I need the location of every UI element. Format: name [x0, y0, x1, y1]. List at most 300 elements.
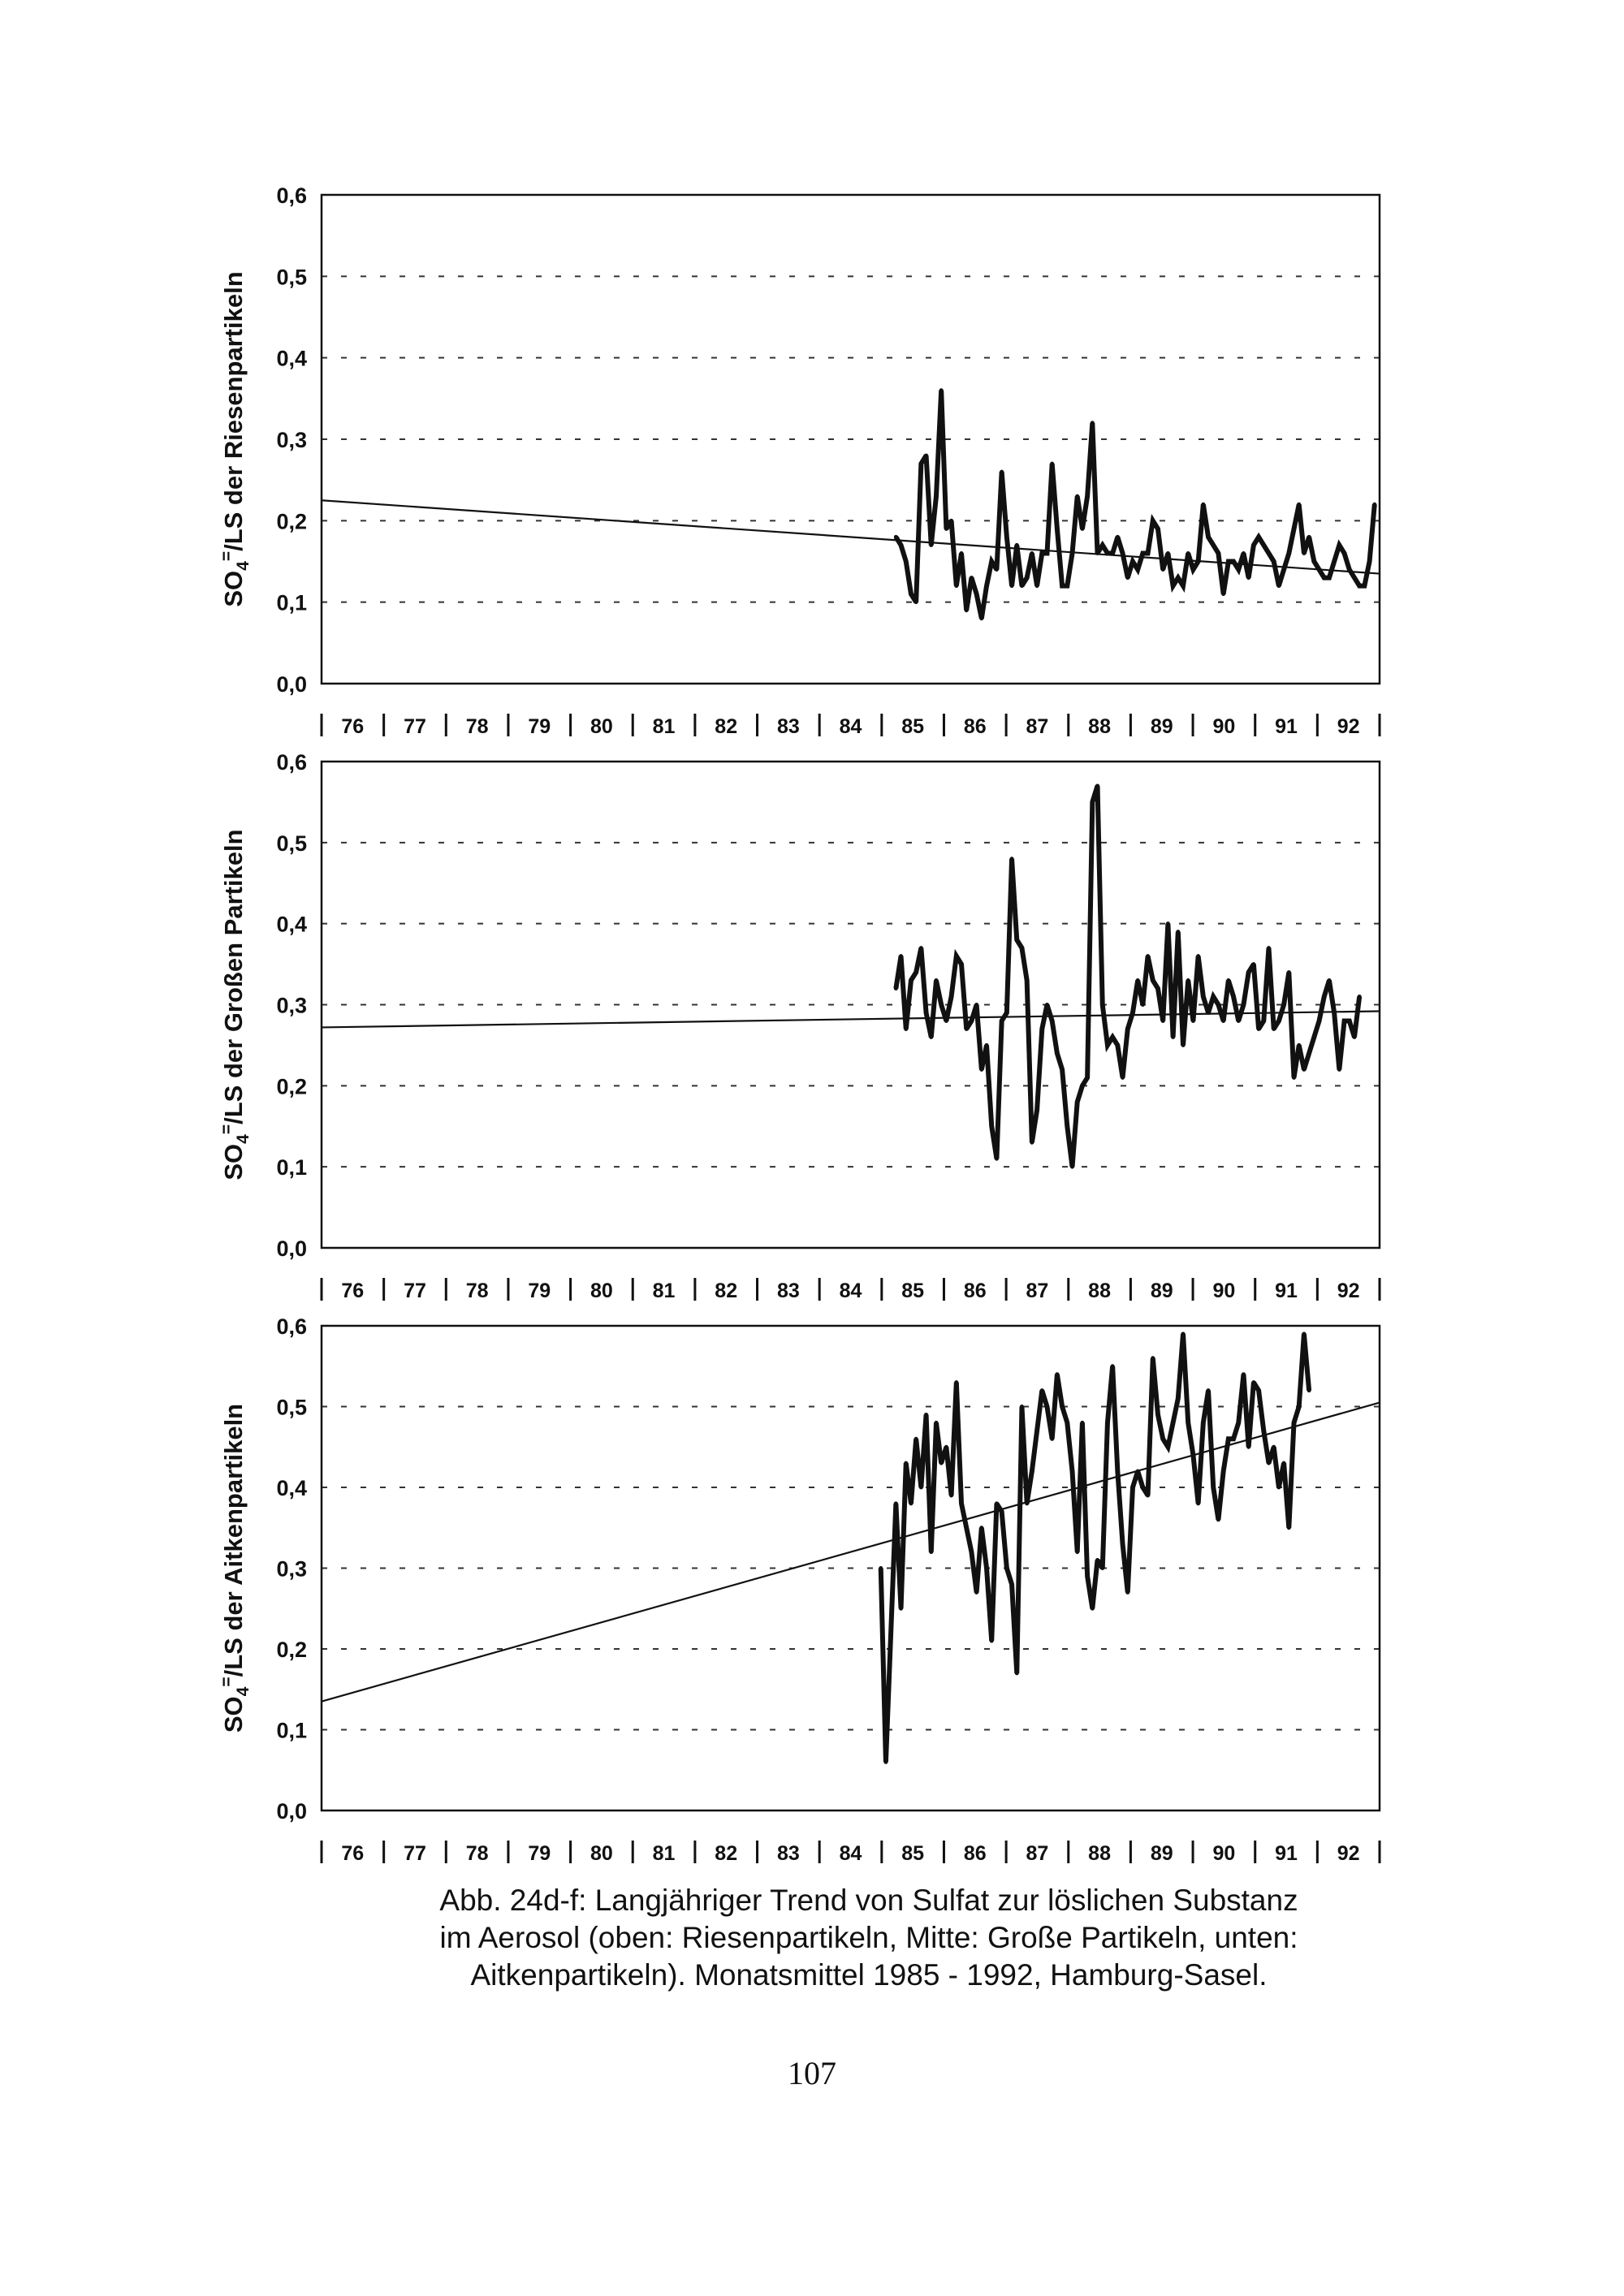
trend-line	[322, 1403, 1380, 1702]
y-axis-label: $SO_4^=/LS$ der Riesenpartikeln	[218, 271, 253, 607]
data-point	[1342, 1019, 1346, 1023]
y-tick-label: 0,6	[276, 750, 307, 775]
data-point	[1025, 1501, 1029, 1505]
y-tick-label: 0,0	[276, 672, 307, 697]
data-point	[934, 1421, 938, 1425]
x-tick-label: 87	[1026, 1280, 1049, 1302]
data-point	[1302, 551, 1306, 555]
x-tick-label: 90	[1212, 715, 1236, 738]
y-axis-label: $SO_4^=/LS$ der Großen Partikeln	[218, 829, 253, 1180]
data-point	[1276, 1486, 1281, 1490]
data-point	[1347, 568, 1351, 572]
data-point	[1246, 970, 1250, 974]
data-point	[1221, 592, 1225, 596]
x-tick-label: 90	[1212, 1280, 1236, 1302]
data-point	[1251, 543, 1255, 547]
data-point	[883, 1760, 888, 1764]
data-point	[1070, 551, 1074, 555]
data-point	[1307, 535, 1311, 539]
data-point	[1146, 954, 1150, 958]
y-tick-label: 0,3	[276, 993, 307, 1018]
data-point	[1045, 1003, 1049, 1007]
data-point	[1191, 568, 1195, 572]
data-point	[1282, 1461, 1286, 1465]
x-tick-label: 89	[1150, 1280, 1173, 1302]
data-point	[919, 1486, 923, 1490]
chart-panel-2	[218, 750, 1380, 1302]
data-point	[1246, 1445, 1250, 1449]
data-point	[1352, 1035, 1356, 1039]
x-tick-label: 88	[1088, 1842, 1111, 1865]
data-point	[1312, 559, 1316, 563]
data-point	[1100, 1003, 1104, 1007]
data-point	[1272, 559, 1276, 563]
data-point	[1091, 421, 1095, 425]
figure-caption	[309, 1882, 1429, 1994]
data-point	[1242, 1372, 1246, 1376]
data-point	[1262, 543, 1266, 547]
data-point	[914, 1437, 918, 1441]
data-point	[1358, 584, 1362, 588]
y-tick-label: 0,4	[276, 912, 307, 937]
data-point	[1035, 1108, 1039, 1112]
data-point	[1151, 1356, 1155, 1360]
x-tick-label: 82	[715, 715, 738, 738]
x-tick-label: 82	[715, 1280, 738, 1302]
data-point	[929, 543, 933, 547]
data-point	[1307, 1051, 1311, 1055]
data-point	[1226, 978, 1230, 982]
data-point	[1010, 857, 1014, 861]
x-tick-label: 87	[1026, 715, 1049, 738]
data-point	[909, 592, 913, 596]
data-point	[979, 1526, 983, 1530]
data-point	[1040, 1027, 1044, 1031]
data-point	[1232, 995, 1236, 999]
x-tick-label: 81	[652, 1842, 676, 1865]
data-point	[1216, 551, 1220, 555]
data-point	[1166, 921, 1170, 926]
data-point	[899, 954, 903, 958]
data-point	[1055, 1372, 1059, 1376]
data-point	[949, 1493, 953, 1497]
data-point	[1155, 986, 1160, 990]
data-point	[1030, 551, 1034, 555]
data-point	[1337, 543, 1341, 547]
data-point	[1116, 535, 1120, 539]
data-point	[1267, 946, 1271, 950]
data-point	[1191, 1019, 1195, 1023]
data-point	[1242, 1003, 1246, 1007]
data-point	[1312, 1035, 1316, 1039]
data-point	[1166, 551, 1170, 555]
data-point	[1105, 551, 1109, 555]
data-point	[1207, 1011, 1211, 1015]
data-point	[1111, 1364, 1115, 1368]
data-point	[1302, 1331, 1306, 1336]
y-tick-label: 0,6	[276, 183, 307, 208]
data-point	[1146, 551, 1150, 555]
data-point	[1136, 1470, 1140, 1474]
data-point	[990, 559, 994, 563]
y-tick-label: 0,4	[276, 346, 307, 371]
data-point	[1171, 1421, 1175, 1425]
data-point	[899, 1607, 903, 1611]
data-point	[894, 535, 898, 539]
data-point	[1091, 1607, 1095, 1611]
data-point	[894, 986, 898, 990]
data-point	[1186, 978, 1190, 982]
data-point	[1100, 1566, 1104, 1570]
data-point	[1020, 584, 1024, 588]
data-point	[974, 592, 978, 596]
y-tick-label: 0,6	[276, 1314, 307, 1339]
data-point	[1136, 978, 1140, 982]
data-point	[1327, 576, 1331, 580]
data-point	[1372, 503, 1376, 507]
data-point	[1201, 503, 1205, 507]
data-point	[1186, 1421, 1190, 1425]
x-tick-label: 78	[465, 1280, 489, 1302]
data-point	[960, 1501, 964, 1505]
x-tick-label: 81	[652, 715, 676, 738]
data-point	[970, 576, 974, 580]
x-tick-label: 88	[1088, 1280, 1111, 1302]
data-point	[1196, 559, 1200, 563]
x-tick-label: 91	[1275, 715, 1298, 738]
data-point	[1251, 962, 1255, 966]
data-point	[1060, 1405, 1065, 1409]
x-tick-label: 82	[715, 1842, 738, 1865]
data-point	[1105, 1043, 1109, 1047]
data-point	[1232, 1437, 1236, 1441]
chart-panel-3	[218, 1314, 1380, 1865]
x-tick-label: 90	[1212, 1842, 1236, 1865]
data-point	[1141, 1003, 1145, 1007]
data-point	[1317, 1019, 1321, 1023]
data-point	[1181, 1331, 1186, 1336]
data-point	[1091, 800, 1095, 804]
y-tick-label: 0,1	[276, 590, 307, 615]
data-point	[1045, 551, 1049, 555]
data-point	[1070, 1470, 1074, 1474]
data-point	[995, 1157, 999, 1161]
data-point	[1292, 527, 1296, 531]
data-point	[1201, 1421, 1205, 1425]
data-point	[1221, 1470, 1225, 1474]
data-point	[924, 1011, 928, 1015]
data-point	[1166, 1445, 1170, 1449]
data-point	[985, 584, 989, 588]
data-point	[1262, 1429, 1266, 1433]
data-point	[1130, 559, 1134, 563]
data-point	[1155, 527, 1160, 531]
data-point	[1116, 1043, 1120, 1047]
data-point	[1030, 1470, 1034, 1474]
data-point	[1302, 1068, 1306, 1072]
data-point	[1307, 1388, 1311, 1392]
data-point	[1100, 543, 1104, 547]
data-point	[1055, 527, 1059, 531]
data-point	[974, 1590, 978, 1595]
data-point	[1171, 1035, 1175, 1039]
y-axis-label: $SO_4^=/LS$ der Aitkenpartikeln	[218, 1403, 253, 1733]
data-point	[1125, 576, 1129, 580]
data-point	[944, 1019, 948, 1023]
data-point	[1276, 1019, 1281, 1023]
x-tick-label: 80	[590, 1280, 613, 1302]
series-line	[881, 1334, 1309, 1762]
data-point	[970, 1019, 974, 1023]
data-point	[1121, 1076, 1125, 1080]
data-point	[929, 1550, 933, 1554]
data-point	[1040, 551, 1044, 555]
data-point	[974, 1003, 978, 1007]
data-point	[1332, 1011, 1337, 1015]
data-point	[1352, 576, 1356, 580]
data-point	[1276, 584, 1281, 588]
data-point	[954, 954, 958, 958]
data-point	[1155, 1413, 1160, 1417]
data-point	[1322, 576, 1326, 580]
data-point	[1095, 783, 1099, 788]
data-point	[1342, 551, 1346, 555]
data-point	[1065, 584, 1069, 588]
x-tick-label: 84	[839, 715, 862, 738]
data-point	[1207, 1388, 1211, 1392]
data-point	[1111, 551, 1115, 555]
data-point	[1141, 1486, 1145, 1490]
data-point	[1050, 1019, 1054, 1023]
data-point	[979, 616, 983, 620]
data-point	[1146, 1493, 1150, 1497]
data-point	[944, 527, 948, 531]
data-point	[879, 1566, 883, 1570]
data-point	[1065, 1421, 1069, 1425]
x-tick-label: 77	[404, 1842, 426, 1865]
data-point	[1226, 1437, 1230, 1441]
x-tick-label: 79	[528, 1842, 551, 1865]
data-point	[960, 551, 964, 555]
data-point	[970, 1550, 974, 1554]
data-point	[1004, 1566, 1009, 1570]
data-point	[1000, 470, 1004, 474]
data-point	[1332, 559, 1337, 563]
data-point	[1010, 584, 1014, 588]
data-point	[1004, 535, 1009, 539]
data-point	[1060, 1068, 1065, 1072]
data-point	[1196, 1501, 1200, 1505]
y-tick-label: 0,0	[276, 1236, 307, 1261]
data-point	[904, 1461, 908, 1465]
data-point	[899, 543, 903, 547]
y-tick-label: 0,2	[276, 1074, 307, 1099]
data-point	[1080, 1084, 1084, 1088]
data-point	[919, 946, 923, 950]
x-tick-label: 85	[901, 1842, 925, 1865]
caption-line-1: Abb. 24d-f: Langjähriger Trend von Sulfat zur löslichen Substanz	[439, 1884, 1298, 1917]
data-point	[934, 978, 938, 982]
data-point	[929, 1035, 933, 1039]
caption-line-3: Aitkenpartikeln). Monatsmittel 1985 - 1992, Hamburg-Sasel.	[470, 1958, 1268, 1992]
data-point	[1292, 1076, 1296, 1080]
data-point	[979, 1068, 983, 1072]
data-point	[1121, 551, 1125, 555]
data-point	[1065, 1124, 1069, 1129]
data-point	[1297, 1043, 1301, 1047]
data-point	[909, 1501, 913, 1505]
data-point	[1161, 1437, 1165, 1441]
data-point	[1297, 503, 1301, 507]
data-point	[914, 600, 918, 604]
data-point	[1237, 1421, 1241, 1425]
data-point	[1035, 1429, 1039, 1433]
data-point	[1216, 1517, 1220, 1521]
data-point	[1358, 995, 1362, 999]
y-tick-label: 0,1	[276, 1155, 307, 1180]
data-point	[1176, 1396, 1180, 1400]
data-point	[1000, 1019, 1004, 1023]
data-point	[1080, 527, 1084, 531]
data-point	[934, 494, 938, 498]
data-point	[1020, 946, 1024, 950]
x-tick-label: 83	[776, 715, 800, 738]
data-point	[1136, 568, 1140, 572]
page-number: 107	[788, 2055, 836, 2091]
x-tick-label: 92	[1337, 1280, 1360, 1302]
x-tick-label: 92	[1337, 1842, 1360, 1865]
data-point	[1251, 1380, 1255, 1384]
x-tick-label: 85	[901, 1280, 925, 1302]
x-tick-label: 92	[1337, 715, 1360, 738]
x-axis-ticks	[322, 1841, 1380, 1865]
data-point	[1171, 584, 1175, 588]
data-point	[1125, 1027, 1129, 1031]
data-point	[1161, 1019, 1165, 1023]
data-point	[1125, 1590, 1129, 1595]
x-tick-label: 83	[776, 1842, 800, 1865]
data-point	[1207, 535, 1211, 539]
y-tick-label: 0,5	[276, 1395, 307, 1420]
data-point	[1141, 551, 1145, 555]
chart-panel-1	[218, 183, 1380, 738]
data-point	[1040, 1388, 1044, 1392]
data-point	[1075, 1550, 1079, 1554]
data-point	[995, 1501, 999, 1505]
data-point	[1086, 1076, 1090, 1080]
data-point	[1186, 551, 1190, 555]
data-point	[1282, 568, 1286, 572]
data-point	[1297, 1405, 1301, 1409]
data-point	[1121, 1542, 1125, 1546]
data-point	[1262, 1019, 1266, 1023]
data-point	[1025, 576, 1029, 580]
data-point	[1161, 568, 1165, 572]
data-point	[919, 462, 923, 466]
x-tick-label: 86	[963, 715, 987, 738]
data-point	[1257, 535, 1261, 539]
data-point	[1000, 1509, 1004, 1513]
data-point	[985, 1566, 989, 1570]
data-point	[1025, 978, 1029, 982]
x-tick-label: 91	[1275, 1842, 1298, 1865]
data-point	[1367, 559, 1371, 563]
x-tick-label: 79	[528, 715, 551, 738]
data-point	[1212, 995, 1216, 999]
data-point	[1080, 1421, 1084, 1425]
x-tick-label: 78	[465, 715, 489, 738]
y-tick-label: 0,2	[276, 1638, 307, 1662]
x-tick-label: 79	[528, 1280, 551, 1302]
data-point	[1287, 970, 1291, 974]
data-point	[1322, 995, 1326, 999]
data-point	[1212, 1486, 1216, 1490]
data-point	[1105, 1421, 1109, 1425]
data-point	[1055, 1051, 1059, 1055]
x-tick-label: 85	[901, 715, 925, 738]
x-tick-label: 88	[1088, 715, 1111, 738]
x-tick-label: 84	[839, 1280, 862, 1302]
data-point	[1130, 1486, 1134, 1490]
y-tick-label: 0,0	[276, 1799, 307, 1823]
data-point	[965, 1027, 969, 1031]
y-tick-label: 0,3	[276, 428, 307, 452]
y-tick-label: 0,4	[276, 1476, 307, 1500]
x-tick-label: 89	[1150, 715, 1173, 738]
y-tick-label: 0,2	[276, 509, 307, 534]
data-point	[1130, 1011, 1134, 1015]
x-axis-ticks	[322, 1278, 1380, 1302]
data-point	[1010, 1582, 1014, 1586]
data-point	[1176, 576, 1180, 580]
data-point	[1045, 1405, 1049, 1409]
data-point	[1257, 1027, 1261, 1031]
data-point	[939, 388, 944, 392]
data-point	[944, 1445, 948, 1449]
x-tick-label: 84	[839, 1842, 862, 1865]
data-point	[1242, 551, 1246, 555]
data-point	[904, 559, 908, 563]
data-point	[1151, 519, 1155, 523]
data-point	[904, 1027, 908, 1031]
data-point	[1237, 1019, 1241, 1023]
data-point	[1095, 1558, 1099, 1562]
x-tick-label: 77	[404, 715, 426, 738]
data-point	[1050, 462, 1054, 466]
data-point	[1282, 1003, 1286, 1007]
data-point	[1287, 1526, 1291, 1530]
y-tick-label: 0,3	[276, 1556, 307, 1582]
data-point	[954, 1380, 958, 1384]
data-point	[1020, 1405, 1024, 1409]
data-point	[1181, 1043, 1186, 1047]
data-point	[1292, 1421, 1296, 1425]
data-point	[1015, 543, 1019, 547]
data-point	[1246, 576, 1250, 580]
data-point	[894, 1501, 898, 1505]
data-point	[1272, 1445, 1276, 1449]
data-point	[1035, 584, 1039, 588]
data-point	[1181, 584, 1186, 588]
data-point	[1257, 1388, 1261, 1392]
data-point	[924, 454, 928, 458]
data-point	[1116, 1470, 1120, 1474]
data-point	[1221, 1019, 1225, 1023]
data-point	[1030, 1141, 1034, 1145]
x-tick-label: 77	[404, 1280, 426, 1302]
data-point	[1075, 494, 1079, 498]
data-point	[1267, 551, 1271, 555]
